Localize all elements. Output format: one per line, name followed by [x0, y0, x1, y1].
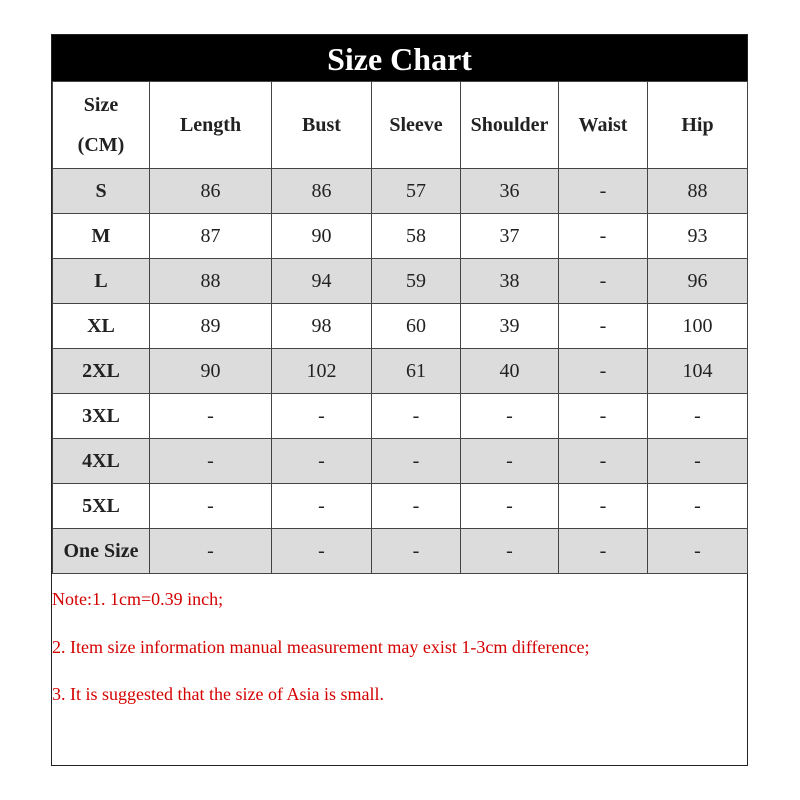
- table-row: [53, 529, 748, 574]
- shoulder-cell: -: [461, 439, 559, 484]
- shoulder-cell: 38: [461, 259, 559, 304]
- table-row: [53, 484, 748, 529]
- table-row: [53, 304, 748, 349]
- waist-cell: -: [559, 304, 648, 349]
- table-row: [53, 259, 748, 304]
- note-3: 3. It is suggested that the size of Asia is small.: [52, 684, 384, 704]
- sleeve-cell: -: [372, 394, 461, 439]
- header-size-unit: (CM): [77, 134, 125, 156]
- table-row: [53, 349, 748, 394]
- hip-cell: -: [648, 439, 748, 484]
- waist-cell: -: [559, 529, 648, 574]
- bust-cell: -: [272, 484, 372, 529]
- shoulder-cell: 36: [461, 169, 559, 214]
- size-cell: XL: [53, 304, 150, 349]
- hip-cell: 104: [648, 349, 748, 394]
- length-cell: 88: [150, 259, 272, 304]
- header-shoulder: Shoulder: [461, 82, 559, 169]
- header-length: Length: [150, 82, 272, 169]
- hip-cell: 88: [648, 169, 748, 214]
- header-size: [53, 82, 150, 169]
- waist-cell: -: [559, 439, 648, 484]
- length-cell: 86: [150, 169, 272, 214]
- shoulder-cell: -: [461, 529, 559, 574]
- length-cell: -: [150, 484, 272, 529]
- header-waist: Waist: [559, 82, 648, 169]
- waist-cell: -: [559, 259, 648, 304]
- shoulder-cell: 39: [461, 304, 559, 349]
- waist-cell: -: [559, 484, 648, 529]
- waist-cell: -: [559, 394, 648, 439]
- bust-cell: -: [272, 394, 372, 439]
- length-cell: 87: [150, 214, 272, 259]
- sleeve-cell: 57: [372, 169, 461, 214]
- sleeve-cell: 61: [372, 349, 461, 394]
- hip-cell: 93: [648, 214, 748, 259]
- length-cell: -: [150, 439, 272, 484]
- note-1: Note:1. 1cm=0.39 inch;: [52, 589, 224, 609]
- size-cell: 2XL: [53, 349, 150, 394]
- bust-cell: 94: [272, 259, 372, 304]
- waist-cell: -: [559, 349, 648, 394]
- shoulder-cell: 37: [461, 214, 559, 259]
- table-row: [53, 439, 748, 484]
- bust-cell: -: [272, 529, 372, 574]
- bust-cell: 86: [272, 169, 372, 214]
- size-cell: M: [53, 214, 150, 259]
- length-cell: 90: [150, 349, 272, 394]
- hip-cell: 96: [648, 259, 748, 304]
- size-cell: 4XL: [53, 439, 150, 484]
- sleeve-cell: -: [372, 484, 461, 529]
- shoulder-cell: -: [461, 394, 559, 439]
- sleeve-cell: -: [372, 529, 461, 574]
- shoulder-cell: 40: [461, 349, 559, 394]
- header-size-label: Size: [83, 94, 119, 116]
- size-cell: 5XL: [53, 484, 150, 529]
- length-cell: 89: [150, 304, 272, 349]
- header-hip: Hip: [648, 82, 748, 169]
- header-sleeve: Sleeve: [372, 82, 461, 169]
- sleeve-cell: 58: [372, 214, 461, 259]
- header-bust: Bust: [272, 82, 372, 169]
- bust-cell: 102: [272, 349, 372, 394]
- sleeve-cell: -: [372, 439, 461, 484]
- size-table: [52, 81, 748, 574]
- length-cell: -: [150, 394, 272, 439]
- hip-cell: -: [648, 529, 748, 574]
- note-2: 2. Item size information manual measurement may exist 1-3cm difference;: [52, 637, 590, 657]
- length-cell: -: [150, 529, 272, 574]
- hip-cell: -: [648, 394, 748, 439]
- size-cell: One Size: [53, 529, 150, 574]
- bust-cell: -: [272, 439, 372, 484]
- sleeve-cell: 59: [372, 259, 461, 304]
- size-cell: S: [53, 169, 150, 214]
- hip-cell: 100: [648, 304, 748, 349]
- waist-cell: -: [559, 214, 648, 259]
- table-row: [53, 394, 748, 439]
- size-cell: L: [53, 259, 150, 304]
- chart-title: Size Chart: [52, 35, 747, 81]
- hip-cell: -: [648, 484, 748, 529]
- size-cell: 3XL: [53, 394, 150, 439]
- waist-cell: -: [559, 169, 648, 214]
- header-row: [53, 82, 748, 169]
- table-row: [53, 214, 748, 259]
- bust-cell: 90: [272, 214, 372, 259]
- shoulder-cell: -: [461, 484, 559, 529]
- size-chart: [51, 34, 748, 766]
- sleeve-cell: 60: [372, 304, 461, 349]
- table-row: [53, 169, 748, 214]
- bust-cell: 98: [272, 304, 372, 349]
